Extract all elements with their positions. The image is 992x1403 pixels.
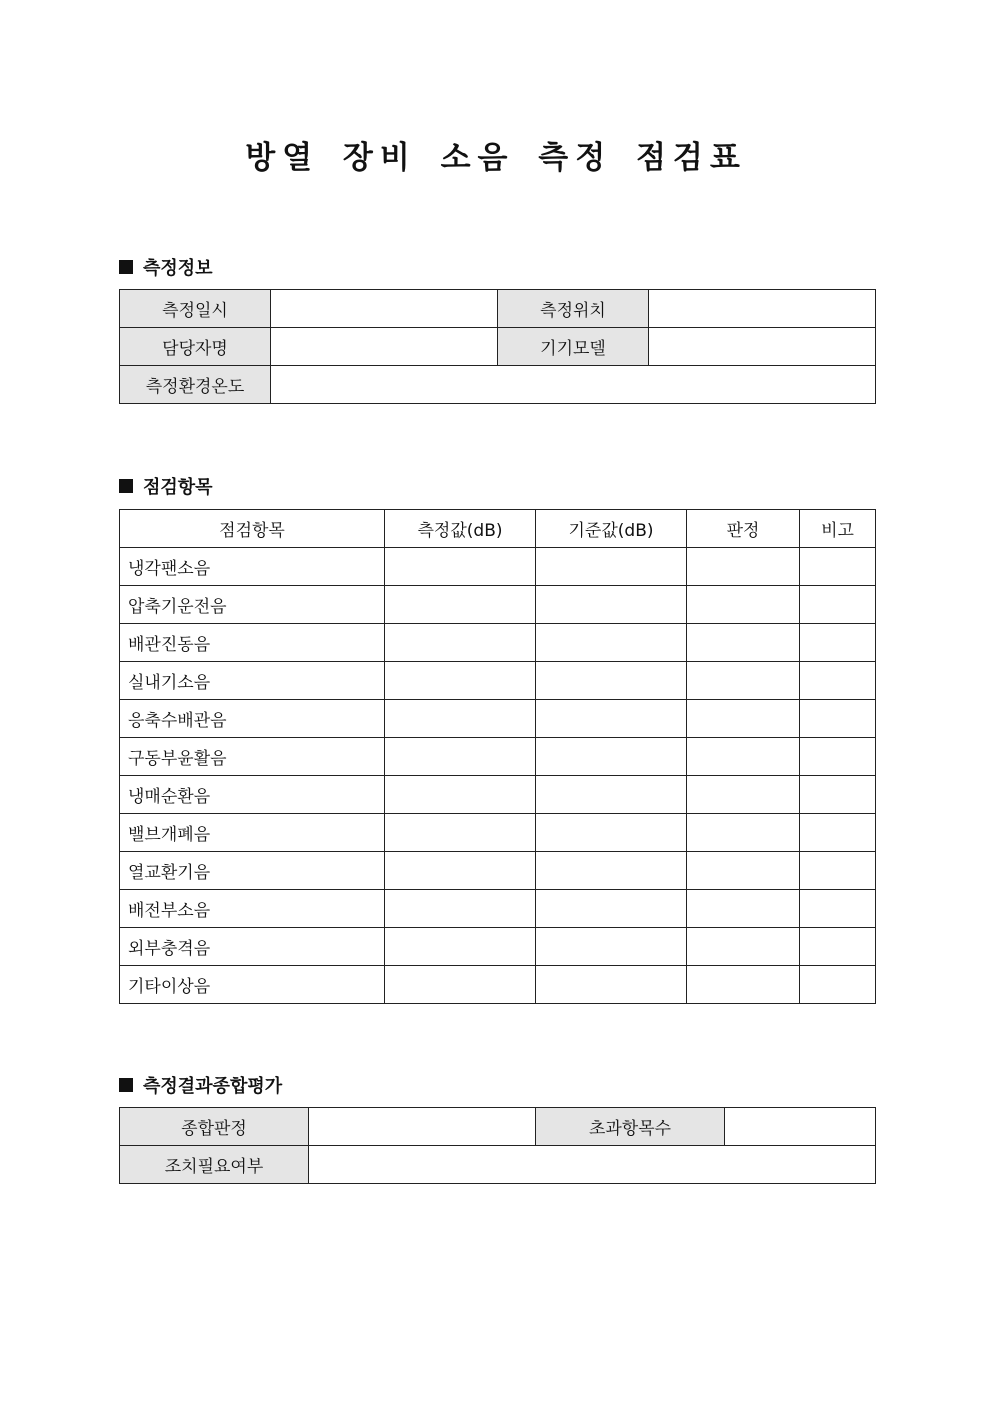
table-row: [120, 328, 876, 366]
section-heading-check: [119, 473, 213, 499]
measured-value-cell[interactable]: [385, 548, 536, 586]
check-item-label: 열교환기음: [120, 852, 385, 890]
check-item-label: 외부충격음: [120, 928, 385, 966]
table-row: [120, 662, 876, 700]
judgement-cell[interactable]: [687, 814, 800, 852]
exceed-count-label: 초과항목수: [536, 1108, 725, 1146]
standard-value-cell[interactable]: [536, 890, 687, 928]
remarks-cell[interactable]: [800, 814, 876, 852]
remarks-cell[interactable]: [800, 966, 876, 1004]
judgement-cell[interactable]: [687, 890, 800, 928]
standard-value-cell[interactable]: [536, 814, 687, 852]
table-row: [120, 586, 876, 624]
remarks-cell[interactable]: [800, 852, 876, 890]
square-bullet-icon: [119, 1078, 133, 1092]
standard-value-cell[interactable]: [536, 966, 687, 1004]
judgement-cell[interactable]: [687, 548, 800, 586]
date-label: 측정일시: [120, 290, 271, 328]
square-bullet-icon: [119, 260, 133, 274]
table-row: [120, 966, 876, 1004]
column-header-measured: 측정값(dB): [385, 510, 536, 548]
remarks-cell[interactable]: [800, 662, 876, 700]
check-item-label: 압축기운전음: [120, 586, 385, 624]
standard-value-cell[interactable]: [536, 662, 687, 700]
column-header-remarks: 비고: [800, 510, 876, 548]
section-heading-result: [119, 1072, 282, 1098]
person-field[interactable]: [271, 328, 498, 366]
remarks-cell[interactable]: [800, 624, 876, 662]
table-row: [120, 738, 876, 776]
column-header-judgement: 판정: [687, 510, 800, 548]
temperature-field[interactable]: [271, 366, 876, 404]
measured-value-cell[interactable]: [385, 738, 536, 776]
check-item-label: 밸브개폐음: [120, 814, 385, 852]
check-item-label: 배관진동음: [120, 624, 385, 662]
standard-value-cell[interactable]: [536, 624, 687, 662]
check-item-label: 배전부소음: [120, 890, 385, 928]
check-item-label: 냉각팬소음: [120, 548, 385, 586]
table-row: [120, 890, 876, 928]
location-field[interactable]: [649, 290, 876, 328]
temperature-label: 측정환경온도: [120, 366, 271, 404]
table-row: [120, 548, 876, 586]
standard-value-cell[interactable]: [536, 700, 687, 738]
measured-value-cell[interactable]: [385, 890, 536, 928]
info-table: [119, 289, 876, 404]
judgement-cell[interactable]: [687, 700, 800, 738]
check-item-label: 응축수배관음: [120, 700, 385, 738]
measured-value-cell[interactable]: [385, 966, 536, 1004]
check-item-label: 냉매순환음: [120, 776, 385, 814]
column-header-item: 점검항목: [120, 510, 385, 548]
table-row: [120, 852, 876, 890]
judgement-cell[interactable]: [687, 738, 800, 776]
remarks-cell[interactable]: [800, 700, 876, 738]
remarks-cell[interactable]: [800, 738, 876, 776]
measured-value-cell[interactable]: [385, 776, 536, 814]
judgement-cell[interactable]: [687, 928, 800, 966]
remarks-cell[interactable]: [800, 890, 876, 928]
table-row: [120, 928, 876, 966]
remarks-cell[interactable]: [800, 586, 876, 624]
table-row: [120, 290, 876, 328]
section-heading-check-text: 점검항목: [143, 477, 213, 498]
measured-value-cell[interactable]: [385, 814, 536, 852]
overall-judgement-label: 종합판정: [120, 1108, 309, 1146]
remarks-cell[interactable]: [800, 548, 876, 586]
section-heading-result-text: 측정결과종합평가: [143, 1076, 283, 1097]
measured-value-cell[interactable]: [385, 586, 536, 624]
section-heading-info-text: 측정정보: [143, 258, 213, 279]
check-item-label: 기타이상음: [120, 966, 385, 1004]
table-row: [120, 776, 876, 814]
remarks-cell[interactable]: [800, 928, 876, 966]
standard-value-cell[interactable]: [536, 586, 687, 624]
table-header-row: [120, 510, 876, 548]
judgement-cell[interactable]: [687, 776, 800, 814]
remarks-cell[interactable]: [800, 776, 876, 814]
standard-value-cell[interactable]: [536, 928, 687, 966]
standard-value-cell[interactable]: [536, 548, 687, 586]
measured-value-cell[interactable]: [385, 662, 536, 700]
table-row: [120, 1146, 876, 1184]
table-row: [120, 1108, 876, 1146]
measured-value-cell[interactable]: [385, 700, 536, 738]
judgement-cell[interactable]: [687, 662, 800, 700]
standard-value-cell[interactable]: [536, 776, 687, 814]
measured-value-cell[interactable]: [385, 928, 536, 966]
table-row: [120, 366, 876, 404]
standard-value-cell[interactable]: [536, 852, 687, 890]
date-field[interactable]: [271, 290, 498, 328]
model-label: 기기모델: [498, 328, 649, 366]
check-item-label: 실내기소음: [120, 662, 385, 700]
action-needed-field[interactable]: [309, 1146, 876, 1184]
action-needed-label: 조치필요여부: [120, 1146, 309, 1184]
result-table: [119, 1107, 876, 1184]
standard-value-cell[interactable]: [536, 738, 687, 776]
overall-judgement-field[interactable]: [309, 1108, 536, 1146]
person-label: 담당자명: [120, 328, 271, 366]
judgement-cell[interactable]: [687, 586, 800, 624]
location-label: 측정위치: [498, 290, 649, 328]
check-item-label: 구동부윤활음: [120, 738, 385, 776]
table-row: [120, 624, 876, 662]
measured-value-cell[interactable]: [385, 624, 536, 662]
check-table: [119, 509, 876, 1004]
judgement-cell[interactable]: [687, 852, 800, 890]
measured-value-cell[interactable]: [385, 852, 536, 890]
exceed-count-field[interactable]: [725, 1108, 876, 1146]
square-bullet-icon: [119, 479, 133, 493]
section-heading-info: [119, 254, 213, 280]
judgement-cell[interactable]: [687, 966, 800, 1004]
model-field[interactable]: [649, 328, 876, 366]
column-header-standard: 기준값(dB): [536, 510, 687, 548]
table-row: [120, 814, 876, 852]
judgement-cell[interactable]: [687, 624, 800, 662]
page-title: 방열 장비 소음 측정 점검표: [245, 140, 747, 176]
table-row: [120, 700, 876, 738]
